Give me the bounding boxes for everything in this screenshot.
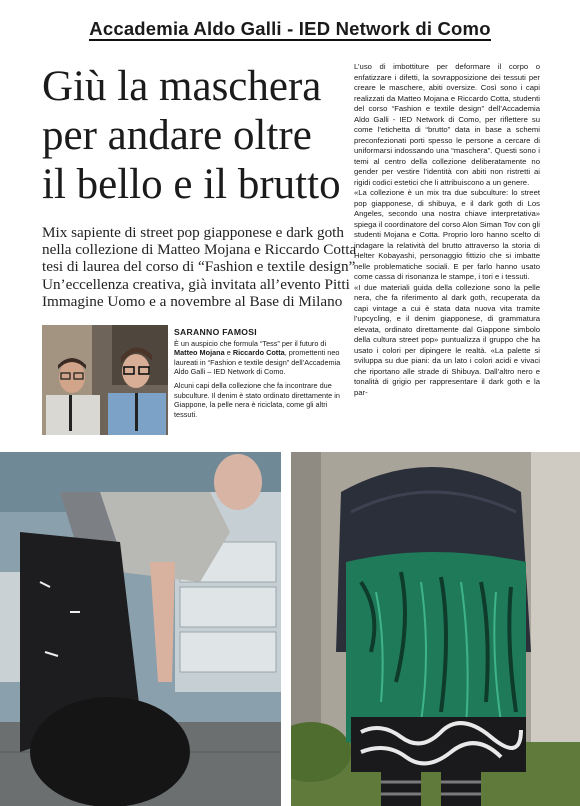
headline-line: per andare oltre — [42, 112, 312, 159]
deck-line: Mix sapiente di street pop giapponese e dark goth — [42, 224, 344, 241]
sidebar-paragraph — [174, 339, 342, 377]
headline-line: il bello e il brutto — [42, 161, 341, 208]
sidebar-text: e — [224, 348, 233, 358]
section-title: Accademia Aldo Galli - IED Network di Como — [89, 18, 491, 39]
body-paragraph: «La collezione è un mix tra due subculture: lo street pop giapponese, di shibuya, e il dark goth di Los Angeles, secondo una nostra chiave interpretativa» spiega il coordinatore del corso Alon Siman Tov con gli studenti Mojana e Cotta. Proprio loro hanno scelto di indagare la relatività del brutto attraverso la storia di Helter Kobayashi, personaggio fittizio che si imbatte nelle problematiche sociali. E per farlo hanno usato come cassa di risonanza le stampe, i tori e i tessuti. — [354, 188, 540, 281]
sidebar-text: , promettenti neo laureati in “Fashion e textile design” dell’Accademia Aldo Galli – IED Network di Como. — [174, 348, 341, 377]
article-deck — [42, 224, 357, 310]
section-header — [0, 0, 580, 48]
designer-name: Matteo Mojana — [174, 348, 225, 358]
designers-portrait-photo — [42, 325, 168, 435]
deck-line: Un’eccellenza creativa, già invitata all’evento Pitti — [42, 275, 350, 293]
sidebar-box — [174, 328, 342, 423]
photo-caption: Alcuni capi della collezione che fa incontrare due subculture. Il denim è stato ordinato direttamente in Giappone, la pelle nera è riciclata, come gli altri tessuti. — [174, 380, 340, 419]
sidebar-text: È un auspicio che formula “Tess” per il futuro di — [174, 338, 327, 348]
deck-line: tesi di laurea del corso di “Fashion e textile design” — [42, 258, 356, 276]
body-paragraph: L’uso di imbottiture per deformare il corpo o enfatizzare i difetti, la sovrapposizione dei tessuti per creare le maschere, abiti oversize. Così sono i capi realizzati da Matteo Mojana e Riccardo Cotta, studenti del corso “Fashion e textile design” dell’Accademia Aldo Galli - IED Network di Como, per riflettere su come l’etichetta di “brutto” data in base a schemi preconfezionati porti spesso le persone a cercare di uniformarsi indossando una “maschera”. Questi sono i temi al centro della collezione deliberatamente no gender per vestire l’identità con abiti non ristretti ai rigidi codici estetici che li attribuiscono a un genere. — [354, 62, 540, 187]
article-body — [354, 62, 540, 398]
deck-line: nella collezione di Matteo Mojana e Riccardo Cotta — [42, 241, 357, 259]
article-headline — [42, 62, 342, 209]
collection-photo-left — [0, 452, 281, 806]
sidebar-title: SARANNO FAMOSI — [174, 327, 257, 337]
headline-line: Giù la maschera — [42, 63, 322, 110]
body-paragraph: «I due materiali guida della collezione sono la pelle nera, che fa riferimento al dark goth, recuperata da capi vintage a cui è stata data nuova vita tramite l’upcycling, e il denim giapponese, di grammatura elevata, ordinato direttamente dal Giappone simbolo della cultura street pop» puntualizza il gruppo che ha usato i colori per dipingere le realtà. «La palette si sviluppa su due piani: da un lato i colori acidi e vivaci che riportano alle strade di Shibuya. Dall’altro nero e tonalità di grigio per rappresentare il dark goth e la par- — [354, 282, 540, 397]
designer-name: Riccardo Cotta — [232, 348, 285, 358]
deck-line: Immagine Uomo e a novembre al Base di Milano — [42, 292, 343, 310]
collection-photo-right — [291, 452, 580, 806]
